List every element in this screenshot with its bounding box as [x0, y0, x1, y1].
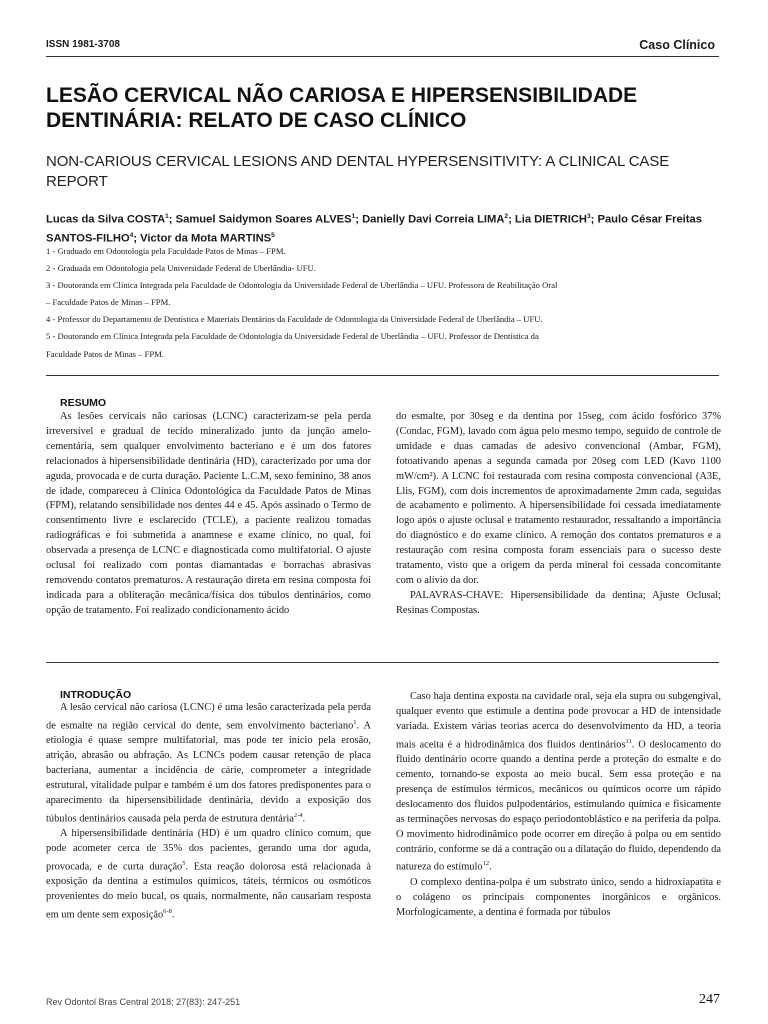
affiliation: 5 - Doutorando em Clínica Integrada pela Faculdade de Odontologia da Universidade Federal de Uberlândia – UFU. Professor de Dentística da: [46, 331, 539, 342]
issn: ISSN 1981-3708: [46, 39, 120, 50]
intro-paragraph: A lesão cervical não cariosa (LCNC) é uma lesão caracterizada pela perda de esmalte na região cervical do dente, sem envolvimento bacteriano$^1$. A etiologia é quase sempre multifatorial, mas pode ter início pela erosão, atrição, abrasão ou abfração. As LCNCs podem causar retenção de placa bacteriana, aumentar a incidência de cárie, comprometer a integridade estrutural, vitalidade pulpar e também é um dos fatores predisponentes para o aparecimento da hipersensibilidade dentinária, devido a exposição dos túbulos dentinários causada pela perda de estrutura dentária$^{2-4}$.: [46, 702, 371, 825]
author: Danielly Davi Correia LIMA: [362, 213, 505, 226]
intro-paragraph: Caso haja dentina exposta na cavidade oral, seja ela supra ou subgengival, qualquer evento que estimule a dentina pode provocar a HD de intensidade variada. Existem várias teorias acerca do desenvolvimento da HD, a teoria mais aceita é a hidrodinâmica dos fluidos dentinários$^{11}$. O deslocamento do fluido dentinário ocorre quando a dentina perde a proteção do esmalte e do cemento, tornando-se exposta ao meio bucal. Sem essa proteção e na presença de estímulos térmicos, mecânicos ou químicos ocorre um rápido deslocamento dos fluidos pulpodentários, estimulando química e fisicamente as terminações nervosas do espaço periodontoblástico e na periferia da polpa. O movimento hidrodinâmico pode ocorrer em direção à polpa ou em sentido contrário, conforme se dá a contração ou a dilatação do fluido, dependendo da natureza do estímulo$^{12}$.: [396, 691, 721, 873]
intro-paragraph: A hipersensibilidade dentinária (HD) é um quadro clínico comum, que pode acometer cerca de 35% dos pacientes, gerando uma dor aguda, provocada, e de curta duração$^5$. Esta reação dolorosa está relacionada à exposição da dentina a estímulos químicos, táteis, térmicos ou osmóticos provenientes do meio bucal, os quais, normalmente, não causariam resposta em um dente sem exposição$^{6-8}$.: [46, 828, 372, 921]
introduction-heading: INTRODUÇÃO: [60, 689, 132, 701]
article-title: LESÃO CERVICAL NÃO CARIOSA E HIPERSENSIBILIDADE DENTINÁRIA: RELATO DE CASO CLÍNICO: [46, 84, 638, 132]
affiliation: 2 - Graduada em Odontologia pela Universidade Federal de Uberlândia- UFU.: [46, 263, 316, 274]
section-label: Caso Clínico: [639, 38, 715, 52]
affiliation: 4 - Professor do Departamento de Dentística e Materiais Dentários da Faculdade de Odontologia da Universidade Federal de Uberlândia – UFU.: [46, 314, 543, 325]
top-divider: [46, 56, 719, 57]
affiliation: 3 - Doutoranda em Clínica Integrada pela Faculdade de Odontologia da Universidade Federal de Uberlândia – UFU. Professora de Reabilitação Oral: [46, 280, 558, 291]
journal-citation: Rev Odontol Bras Central 2018; 27(83): 247-251: [46, 997, 241, 1007]
affiliation: Faculdade Patos de Minas – FPM.: [46, 348, 164, 359]
affiliation: – Faculdade Patos de Minas – FPM.: [46, 297, 171, 308]
abstract-heading: RESUMO: [60, 397, 107, 409]
keywords: PALAVRAS-CHAVE: Hipersensibilidade da dentina; Ajuste Oclusal; Resinas Compostas.: [396, 589, 721, 616]
intro-paragraph: O complexo dentina-polpa é um substrato único, sendo a hidroxiapatita e o colágeno os principais componentes inorgânicos e orgânicos. Morfologicamente, a dentina é formada por túbulos: [396, 876, 721, 918]
abstract-bottom-divider: [46, 662, 719, 663]
abstract-top-divider: [46, 375, 719, 376]
author: Lucas da Silva COSTA: [46, 213, 166, 226]
author: Lia DIETRICH: [514, 213, 588, 226]
affiliations: [46, 243, 721, 363]
page-number: 247: [699, 992, 720, 1007]
intro-left-column: [46, 701, 371, 924]
author: Paulo César Freitas SANTOS-FILHO: [46, 213, 702, 245]
article-subtitle: NON-CARIOUS CERVICAL LESIONS AND DENTAL HYPERSENSITIVITY: A CLINICAL CASE REPORT: [46, 153, 670, 190]
abstract-left-column: [46, 410, 371, 619]
affiliation: 1 - Graduado em Odontologia pela Faculdade Patos de Minas – FPM.: [46, 246, 286, 256]
author-list: Lucas da Silva COSTA$^1$; Samuel Saidymon Soares ALVES$^1$; Danielly Davi Correia LIMA$^2$; Lia DIETRICH$^3$; Paulo César Freitas SANTOS-FILHO$^4$; Victor da Mota MARTINS$^5$: [46, 213, 702, 245]
abstract-text: As lesões cervicais não cariosas (LCNC) caracterizam-se pela perda irreversível e gradual de tecido mineralizado junto da junção amelo-cementária, sem qualquer envolvimento bacteriano e é um dos fatores relacionados à hipersensibilidade dentinária (HD), caracterizado por uma dor aguda, provocada e de curta duração. Paciente L.C.M, sexo feminino, 38 anos de idade, compareceu à Clínica Odontológica da Faculdade Patos de Minas (FPM), relatando sensibilidade nos dentes 44 e 45. Após assinado o Termo de consentimento livre e esclarecido (TCLE), a paciente realizou tomadas radiográficas e foi submetida a anamnese e exame clínico, no qual, foi observada a presença de LCNC e diagnosticada como multifatorial. O ajuste oclusal foi realizado com pontas diamantadas e borrachas abrasivas removendo contatos prematuros. A restauração direta em resina composta foi indicada para a obliteração mecânica/física dos túbulos dentinários, como opção de tratamento. Foi realizado condicionamento ácido: [46, 411, 371, 616]
abstract-right-column: [396, 410, 721, 619]
intro-right-column: [396, 690, 721, 921]
author: Victor da Mota MARTINS: [140, 232, 272, 245]
abstract-text-continued: do esmalte, por 30seg e da dentina por 15seg, com ácido fosfórico 37% (Condac, FGM), lavado com água pelo mesmo tempo, seguido de controle de umidade e duas camadas de adesivo convencional (Ambar, FGM), fotoativando apenas a segunda camada por 20seg com LED (Kavo 1100 mW/cm²). A LCNC foi restaurada com resina composta convencional (A3E, Llis, FGM), com dois incrementos de aproximadamente 2mm cada, seguidas de acabamento e polimento. A hipersensibilidade foi cessada imediatamente logo após o ajuste oclusal e tratamento restaurador, ressaltando a importância do diagnóstico e do exame clínico. A remoção dos contatos prematuros e a restauração com resina composta foram essenciais para o sucesso deste tratamento, visto que a origem da perda mineral foi cessada concomitante com o alívio da dor.: [396, 411, 721, 586]
author: Samuel Saidymon Soares ALVES: [175, 213, 352, 226]
